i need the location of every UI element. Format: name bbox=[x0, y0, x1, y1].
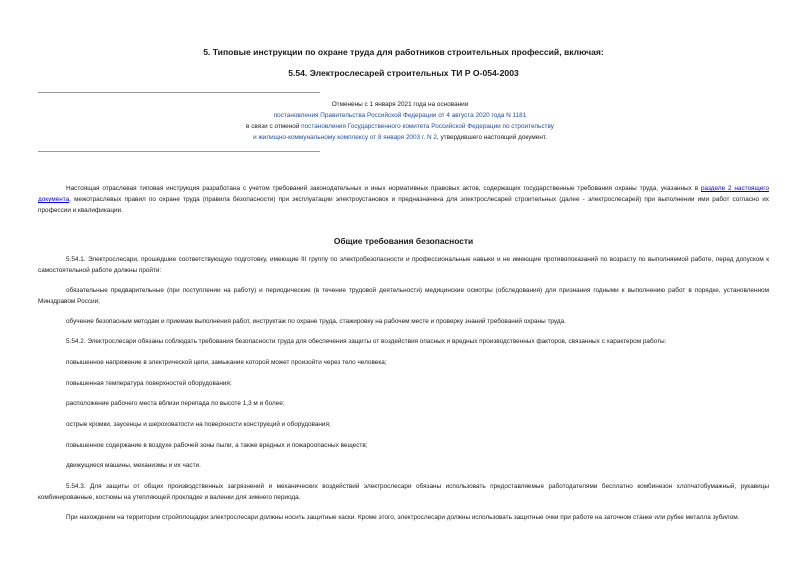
notice-line-4 bbox=[150, 132, 650, 143]
list-item bbox=[38, 460, 769, 471]
intro-text-1: Настоящая отраслевая типовая инструкция разработана с учетом требований законодательных и иных нормативных правовых актов, содержащих государственные требования охраны труда, указанных в bbox=[66, 185, 701, 192]
paragraph bbox=[38, 512, 769, 523]
divider-top bbox=[38, 92, 320, 93]
divider-bottom bbox=[38, 151, 320, 152]
list-item-text: острые кромки, заусенцы и шероховатости на поверхности конструкций и оборудования; bbox=[66, 421, 331, 428]
list-item bbox=[38, 440, 769, 451]
list-item bbox=[38, 357, 769, 368]
intro-paragraph bbox=[38, 183, 769, 216]
notice-line-3 bbox=[150, 121, 650, 132]
intro-text-2: , межотраслевых правил по охране труда (правила безопасности) при эксплуатации электроустановок и предназначена для электрослесарей строительных (далее - электрослесарей) при выполнении ими работ согласно их профессии и квалификации. bbox=[38, 196, 769, 214]
repeal-notice bbox=[150, 99, 650, 143]
link-section-2[interactable]: разделе 2 настоящего документа bbox=[38, 185, 769, 203]
list-item-text: повышенная температура поверхностей оборудования; bbox=[66, 380, 232, 387]
list-item bbox=[38, 378, 769, 389]
paragraph bbox=[38, 481, 769, 503]
list-item-text: расположение рабочего места вблизи перепада по высоте 1,3 м и более; bbox=[66, 400, 285, 407]
paragraph-text: При нахождении на территории стройплощадки электрослесари должны носить защитные каски. Кроме этого, электрослесари должны использовать защитные очки при работе на заточном станке или рубке металла зубилом. bbox=[66, 514, 740, 521]
paragraph bbox=[38, 336, 769, 347]
notice-suffix: , утвердившего настоящий документ. bbox=[436, 134, 547, 141]
document-subheading: 5.54. Электрослесарей строительных ТИ Р О-054-2003 bbox=[288, 68, 519, 78]
notice-line-2 bbox=[150, 110, 650, 121]
paragraph-text: обучение безопасным методам и приемам выполнения работ, инструктаж по охране труда, стажировку на рабочем месте и проверку знаний требований охраны труда. bbox=[66, 318, 566, 325]
list-item bbox=[38, 398, 769, 409]
list-item bbox=[38, 419, 769, 430]
paragraph bbox=[38, 316, 769, 327]
list-item-text: повышенное напряжение в электрической цепи, замыкание которой может произойти через тело человека; bbox=[66, 359, 387, 366]
section-title: Общие требования безопасности bbox=[333, 236, 474, 246]
list-item-text: повышенное содержание в воздухе рабочей зоны пыли, а также вредных и пожароопасных веществ; bbox=[66, 442, 368, 449]
link-government-resolution[interactable]: постановления Правительства Российской Федерации от 4 августа 2020 года N 1181 bbox=[273, 112, 527, 119]
notice-prefix: в связи с отменой bbox=[246, 123, 302, 130]
paragraph-text: 5.54.3. Для защиты от общих производственных загрязнений и механических воздействий электрослесари обязаны использовать предоставляемые работодателями бесплатно комбинезон хлопчатобумажный, рукавицы комбинированные, костюмы на утепляющей прокладке и валенки для зимнего периода. bbox=[38, 483, 769, 501]
notice-line-1: Отменены с 1 января 2021 года на основании bbox=[331, 101, 469, 108]
document-heading: 5. Типовые инструкции по охране труда для работников строительных профессий, включая: bbox=[203, 47, 604, 57]
paragraph-text: 5.54.1. Электрослесари, прошедшие соответствующую подготовку, имеющие III группу по электробезопасности и профессиональные навыки и не имеющие противопоказаний по возрасту по выполняемой работе, перед допуском к самостоятельной работе должны пройти: bbox=[38, 256, 769, 274]
paragraph bbox=[38, 285, 769, 307]
paragraph bbox=[38, 254, 769, 276]
link-gosstroy-resolution-part-1[interactable]: постановления Государственного комитета Российской Федерации по строительству bbox=[301, 123, 554, 130]
paragraph-text: обязательные предварительные (при поступлении на работу) и периодические (в течение трудовой деятельности) медицинские осмотры (обследования) для признания годными к выполнению работ в порядке, установленном Минздравом России; bbox=[38, 287, 769, 305]
paragraph-text: 5.54.2. Электрослесари обязаны соблюдать требования безопасности труда для обеспечения защиты от воздействия опасных и вредных производственных факторов, связанных с характером работы: bbox=[66, 338, 667, 345]
list-item-text: движущиеся машины, механизмы и их части. bbox=[66, 462, 201, 469]
link-gosstroy-resolution-part-2[interactable]: и жилищно-коммунальному комплексу от 8 января 2003 г. N 2 bbox=[253, 134, 437, 141]
